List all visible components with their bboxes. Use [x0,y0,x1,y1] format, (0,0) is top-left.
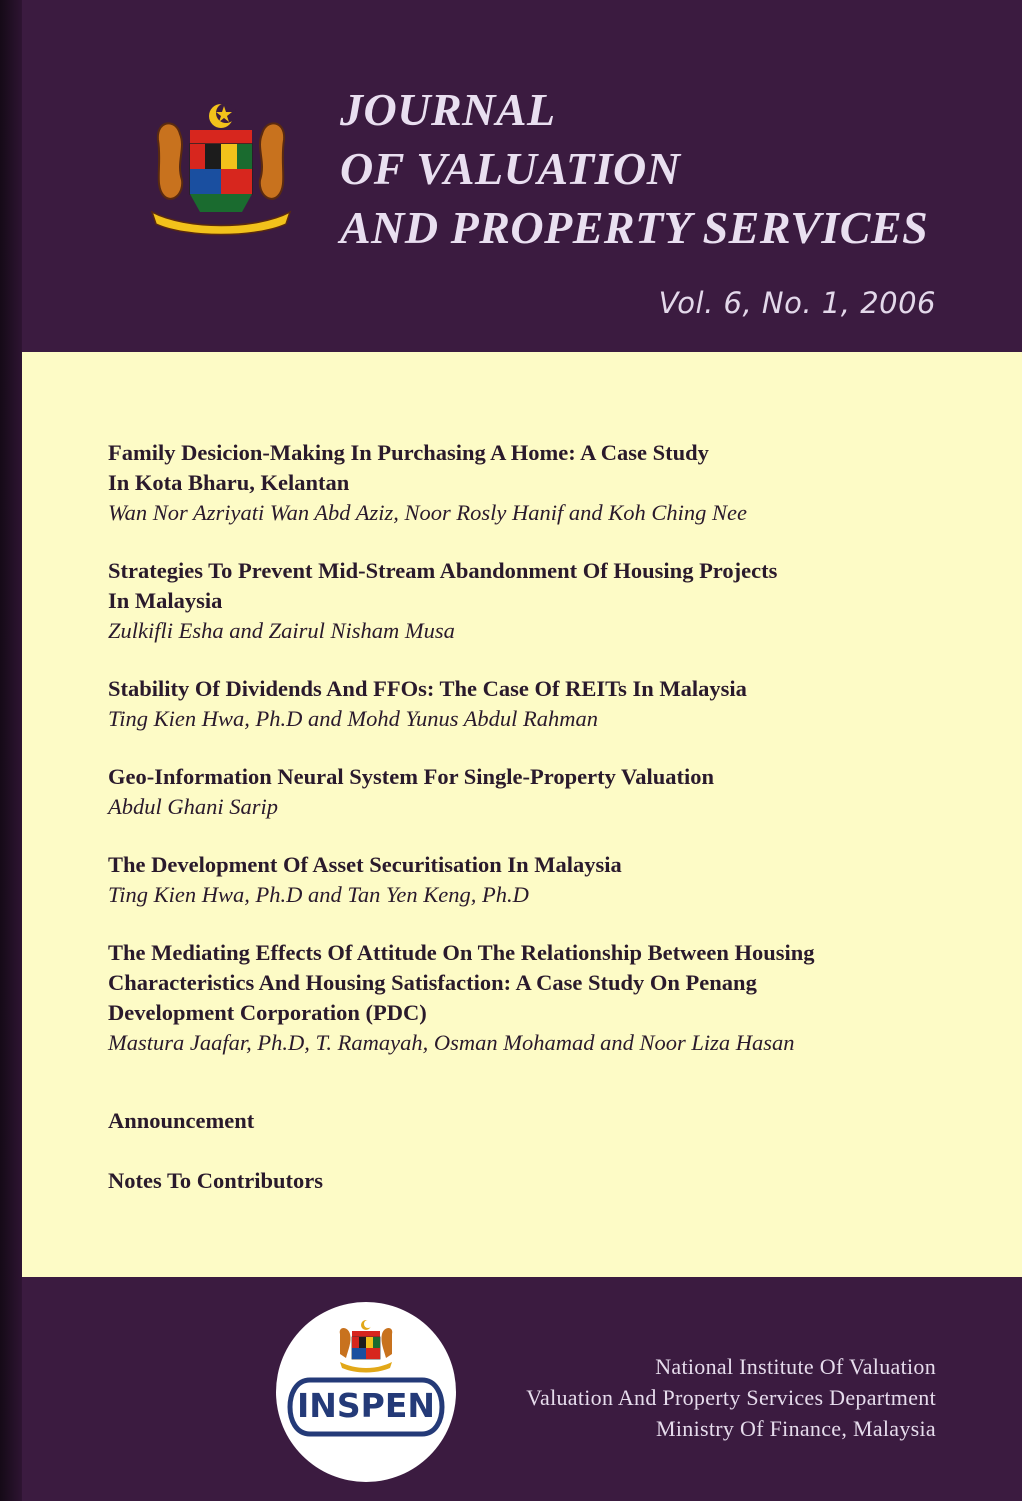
article-authors: Zulkifli Esha and Zairul Nisham Musa [108,618,455,643]
article-title-line: The Development Of Asset Securitisation In Malaysia [108,852,622,877]
article-entry [108,938,988,1058]
article-title-line: Geo-Information Neural System For Single-Property Valuation [108,764,715,789]
article-title-line: In Kota Bharu, Kelantan [108,470,350,495]
journal-title [340,80,1000,257]
article-title-line: Development Corporation (PDC) [108,1000,427,1025]
article-title [108,556,988,616]
publisher-line: Valuation And Property Services Department [526,1385,936,1410]
article-title-line: Characteristics And Housing Satisfaction: A Case Study On Penang [108,970,757,995]
article-title-line: The Mediating Effects Of Attitude On The Relationship Between Housing [108,940,815,965]
article-entry [108,438,988,528]
article-list [108,438,988,1086]
inspen-logo [276,1302,456,1482]
article-title [108,438,988,498]
notes-to-contributors-heading: Notes To Contributors [108,1168,324,1193]
coat-of-arms-small-icon [336,1318,396,1374]
announcement-heading: Announcement [108,1108,255,1133]
article-authors: Ting Kien Hwa, Ph.D and Tan Yen Keng, Ph.D [108,882,529,907]
article-entry [108,674,988,734]
article-title [108,850,988,880]
publisher-info [526,1351,936,1444]
article-title-line: Strategies To Prevent Mid-Stream Abandonment Of Housing Projects [108,558,778,583]
article-title [108,762,988,792]
volume-issue: Vol. 6, No. 1, 2006 [658,286,936,320]
journal-title-line-3: AND PROPERTY SERVICES [340,202,929,253]
publisher-line: Ministry Of Finance, Malaysia [656,1416,936,1441]
table-of-contents [0,352,1022,1277]
malaysia-coat-of-arms-icon [146,100,296,240]
inspen-wordmark: INSPEN [296,1386,435,1425]
article-authors: Abdul Ghani Sarip [108,794,279,819]
cover-footer [0,1277,1022,1501]
article-authors: Wan Nor Azriyati Wan Abd Aziz, Noor Rosly Hanif and Koh Ching Nee [108,500,748,525]
article-entry [108,850,988,910]
article-title-line: Family Desicion-Making In Purchasing A Home: A Case Study [108,440,709,465]
journal-title-line-2: OF VALUATION [340,143,681,194]
article-title-line: Stability Of Dividends And FFOs: The Case Of REITs In Malaysia [108,676,747,701]
publisher-line: National Institute Of Valuation [655,1354,936,1379]
journal-title-line-1: JOURNAL [340,84,556,135]
article-title [108,674,988,704]
article-title [108,938,988,1028]
article-authors: Mastura Jaafar, Ph.D, T. Ramayah, Osman Mohamad and Noor Liza Hasan [108,1030,795,1055]
article-entry [108,556,988,646]
article-title-line: In Malaysia [108,588,223,613]
spine-shadow [0,0,22,1501]
article-authors: Ting Kien Hwa, Ph.D and Mohd Yunus Abdul Rahman [108,706,599,731]
cover-header [0,0,1022,352]
article-entry [108,762,988,822]
